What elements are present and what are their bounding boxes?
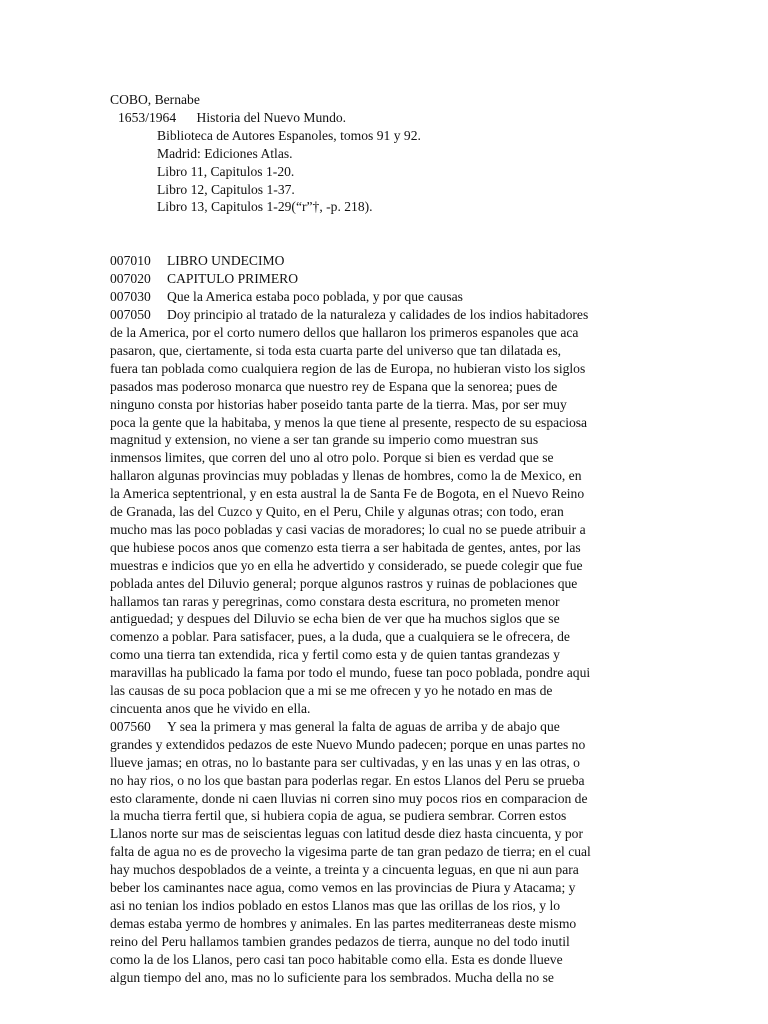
paragraph-line (110, 628, 662, 646)
paragraph-line (110, 646, 662, 664)
paragraph-text: cincuenta anos que he vivido en ella. (110, 701, 311, 716)
paragraph-text: las causas de su poca poblacion que a mi se me ofrecen y yo he notado en mas de (110, 683, 553, 699)
paragraph-text: grandes y extendidos pedazos de este Nuevo Mundo padecen; porque en unas partes no (110, 736, 586, 752)
paragraph-line (110, 431, 662, 449)
paragraph-line (110, 467, 662, 485)
paragraph-text: esto claramente, donde ni caen lluvias ni corren sino muy pocos rios en comparacion de (110, 790, 588, 806)
paragraph-text: como una tierra tan extendida, rica y fertil como esta y de quien tantas grandezas y (110, 647, 560, 663)
paragraph-text: magnitud y extension, no viene a ser tan grande su imperio como muestran sus (110, 432, 539, 448)
paragraph-line (110, 736, 662, 754)
paragraph-line (110, 610, 662, 628)
paragraph-text: de Granada, las del Cuzco y Quito, en el Peru, Chile y algunas otras; con todo, eran (110, 504, 564, 520)
paragraph-line (110, 449, 662, 467)
title-line (110, 109, 662, 127)
paragraph-line (110, 754, 662, 772)
paragraph-line (110, 485, 662, 503)
paragraph-line (110, 593, 662, 611)
paragraph-text: comenzo a poblar. Para satisfacer, pues, a la duda, que a cualquiera se le ofrecera, de (110, 629, 570, 645)
work-title: Historia del Nuevo Mundo. (196, 109, 347, 125)
paragraph-line (110, 378, 662, 396)
paragraph-text: falta de agua no es de provecho la vigesima parte de tan gran pedazo de tierra; en el cual (110, 844, 591, 860)
paragraph-text: maravillas ha publicado la fama por todo el mundo, fuese tan poco poblada, pondre aqui (110, 665, 591, 681)
paragraph-text: inmensos limites, que corren del uno al otro polo. Porque si bien es verdad que se (110, 450, 554, 466)
paragraph-text: muestras e indicios que yo en ella he advertido y considerado, se puede colegir que fue (110, 557, 583, 573)
paragraph-line (110, 324, 662, 342)
paragraph-text: reino del Peru hallamos tambien grandes pedazos de tierra, aunque no del todo inutil (110, 933, 570, 949)
entry-row (110, 288, 662, 306)
entry-text: CAPITULO PRIMERO (167, 271, 299, 287)
paragraph-text: poca la gente que la habitaba, y menos la que tiene al presente, respecto de su espaciosa (110, 414, 588, 430)
paragraph-text: Llanos norte sur mas de seiscientas leguas con latitud desde diez hasta cincuenta, y por (110, 826, 583, 842)
detail-line: Madrid: Ediciones Atlas. (157, 145, 293, 161)
paragraph-line (110, 879, 662, 897)
paragraph-line (110, 915, 662, 933)
detail-line: Libro 12, Capitulos 1-37. (157, 181, 295, 197)
paragraph-text: mucho mas las poco pobladas y casi vacias de moradores; lo cual no se puede atribuir a (110, 521, 586, 537)
detail-line: Libro 13, Capitulos 1-29(“r”†, -p. 218). (157, 199, 373, 215)
paragraph-line (110, 575, 662, 593)
paragraph-line (110, 306, 662, 324)
paragraph-text: Y sea la primera y mas general la falta de aguas de arriba y de abajo que (167, 718, 560, 734)
document-page (110, 91, 662, 987)
paragraph-text: la mucha tierra fertil que, si hubiera copia de agua, se pudiera sembrar. Corren estos (110, 808, 567, 824)
paragraph-text: de la America, por el corto numero dellos que hallaron los primeros espanoles que aca (110, 324, 579, 340)
paragraph-007050 (110, 306, 662, 718)
paragraph-text: pasaron, que, ciertamente, si toda esta cuarta parte del universo que tan dilatada es, (110, 342, 562, 358)
paragraph-line (110, 843, 662, 861)
paragraph-line (110, 342, 662, 360)
paragraph-text: fuera tan poblada como cualquiera region de las de Europa, no hubieran visto los siglos (110, 360, 586, 376)
paragraph-text: hay muchos despoblados de a veinte, a treinta y a cincuenta leguas, en que ni aun para (110, 862, 579, 878)
paragraph-line (110, 521, 662, 539)
entry-row (110, 252, 662, 270)
paragraph-line (110, 807, 662, 825)
paragraph-line (110, 969, 662, 987)
paragraph-code: 007560 (110, 718, 151, 734)
paragraph-text: antiguedad; y despues del Diluvio se echa bien de ver que ha muchos siglos que se (110, 611, 560, 627)
paragraph-text: hallamos tan raras y peregrinas, como constara desta escritura, no prometen menor (110, 593, 560, 609)
paragraph-text: que hubiese pocos anos que comenzo esta tierra a ser habitada de gentes, antes, por las (110, 539, 581, 555)
paragraph-text: beber los caminantes nace agua, como vemos en las provincias de Piura y Atacama; y (110, 880, 576, 896)
paragraph-line (110, 664, 662, 682)
paragraph-line (110, 539, 662, 557)
author-name: COBO, Bernabe (110, 92, 200, 107)
paragraph-line (110, 933, 662, 951)
section-spacer (110, 216, 662, 252)
detail-line: Biblioteca de Autores Espanoles, tomos 91 y 92. (157, 127, 421, 143)
paragraph-text: la America septentrional, y en esta austral la de Santa Fe de Bogota, en el Nuevo Reino (110, 486, 585, 502)
paragraph-line (110, 414, 662, 432)
paragraph-text: ninguno consta por historias haber poseido tanta parte de la tierra. Mas, por ser muy (110, 396, 567, 412)
paragraph-text: Doy principio al tratado de la naturaleza y calidades de los indios habitadores (167, 307, 589, 323)
paragraph-line (110, 360, 662, 378)
paragraph-text: demas estaba yermo de hombres y animales. En las partes mediterraneas deste mismo (110, 915, 577, 931)
paragraph-text: poblada antes del Diluvio general; porque algunos rastros y ruinas de poblaciones que (110, 575, 578, 591)
paragraph-line (110, 503, 662, 521)
paragraph-line (110, 682, 662, 700)
entry-text: Que la America estaba poco poblada, y por que causas (167, 289, 463, 305)
entry-code: 007010 (110, 253, 151, 269)
paragraph-text: algun tiempo del ano, mas no lo suficiente para los sembrados. Mucha della no se (110, 969, 554, 985)
entry-code: 007020 (110, 271, 151, 287)
entry-text: LIBRO UNDECIMO (167, 253, 285, 269)
paragraph-line (110, 772, 662, 790)
entry-list (110, 252, 662, 306)
paragraph-text: llueve jamas; en otras, no lo bastante para ser cultivadas, y en las unas y en las otras, o (110, 754, 580, 770)
paragraph-line (110, 718, 662, 736)
paragraph-line (110, 790, 662, 808)
paragraph-text: como la de los Llanos, pero casi tan poco habitable como ella. Esta es donde llueve (110, 951, 563, 967)
paragraph-line (110, 951, 662, 969)
bibliographic-header (110, 91, 662, 216)
paragraph-text: no hay rios, o no los que bastan para poderlas regar. En estos Llanos del Peru se prueba (110, 772, 585, 788)
paragraph-line (110, 825, 662, 843)
paragraph-line (110, 861, 662, 879)
paragraph-line (110, 700, 662, 718)
paragraph-text: asi no tenian los indios poblado en estos Llanos mas que las orillas de los rios, y lo (110, 897, 561, 913)
paragraph-line (110, 897, 662, 915)
paragraph-007560 (110, 718, 662, 987)
paragraph-text: hallaron algunas provincias muy pobladas y llenas de hombres, como la de Mexico, en (110, 468, 582, 484)
detail-line: Libro 11, Capitulos 1-20. (157, 163, 295, 179)
entry-row (110, 270, 662, 288)
paragraph-line (110, 396, 662, 414)
publication-years: 1653/1964 (118, 109, 177, 125)
paragraph-line (110, 557, 662, 575)
paragraph-text: pasados mas poderoso monarca que nuestro rey de Espana que la senorea; pues de (110, 378, 558, 394)
paragraph-code: 007050 (110, 307, 151, 323)
entry-code: 007030 (110, 289, 151, 305)
